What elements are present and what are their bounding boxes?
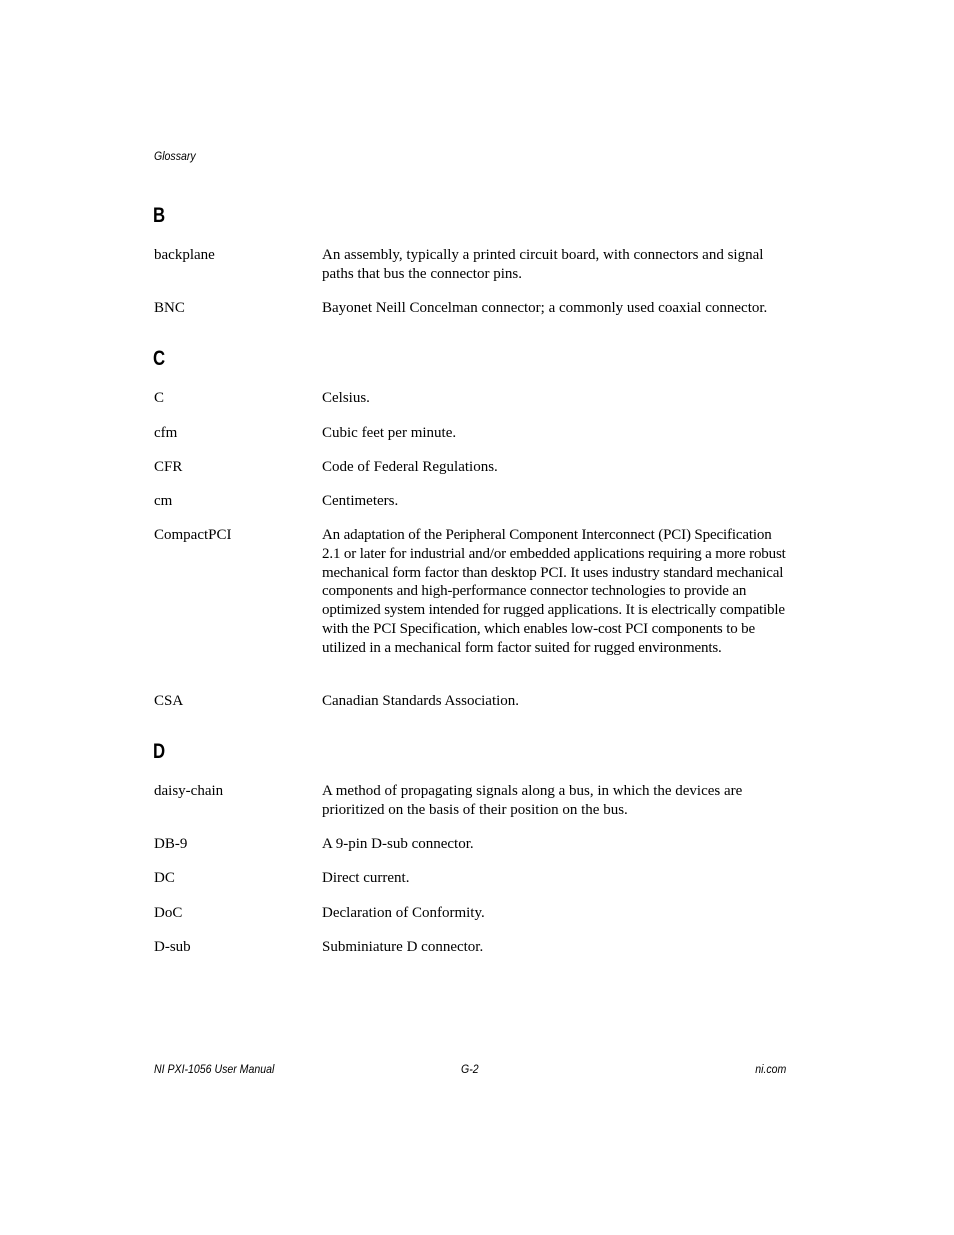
glossary-definition: Bayonet Neill Concelman connector; a commonly used coaxial connector.	[322, 300, 768, 316]
glossary-term: cm	[154, 493, 173, 509]
running-header: Glossary	[154, 149, 196, 163]
glossary-definition: Subminiature D connector.	[322, 939, 484, 955]
glossary-definition: Declaration of Conformity.	[322, 905, 485, 921]
glossary-term: DoC	[154, 905, 183, 921]
glossary-term: backplane	[154, 247, 215, 263]
glossary-term: cfm	[154, 425, 178, 441]
footer-manual-title: NI PXI-1056 User Manual	[154, 1062, 275, 1076]
glossary-term: BNC	[154, 300, 185, 316]
glossary-term: DB-9	[154, 836, 188, 852]
section-letter-c: C	[153, 347, 166, 370]
glossary-term: C	[154, 390, 165, 406]
glossary-definition: An adaptation of the Peripheral Component Interconnect (PCI) Specification 2.1 or later for industrial and/or embedded applications requiring a more robust mechanical form factor than desktop PCI. It uses industry standard mechanical components and high-performance connector technologies to provide an optimized system intended for rugged applications. It is electrically compatible with the PCI Specification, which enables low-cost PCI components to be utilized in a mechanical form factor suited for rugged environments.	[322, 527, 786, 656]
glossary-definition: Direct current.	[322, 870, 410, 886]
footer-website: ni.com	[754, 1062, 786, 1076]
glossary-definition: A 9-pin D-sub connector.	[322, 836, 474, 852]
glossary-definition: Cubic feet per minute.	[322, 425, 457, 441]
glossary-term: CFR	[154, 459, 183, 475]
glossary-definition: Canadian Standards Association.	[322, 693, 520, 709]
glossary-term: CompactPCI	[154, 527, 232, 543]
glossary-term: D-sub	[154, 939, 191, 955]
glossary-term: daisy-chain	[154, 783, 224, 799]
glossary-definition: An assembly, typically a printed circuit board, with connectors and signal paths that bus the connector pins.	[322, 247, 764, 282]
glossary-definition: Centimeters.	[322, 493, 399, 509]
glossary-definition: Code of Federal Regulations.	[322, 459, 498, 475]
footer-page-number: G-2	[461, 1062, 479, 1076]
section-letter-b: B	[153, 204, 166, 227]
glossary-definition: Celsius.	[322, 390, 370, 406]
glossary-term: CSA	[154, 693, 184, 709]
glossary-definition: A method of propagating signals along a bus, in which the devices are prioritized on the basis of their position on the bus.	[322, 783, 743, 818]
section-letter-d: D	[153, 740, 166, 763]
glossary-term: DC	[154, 870, 175, 886]
